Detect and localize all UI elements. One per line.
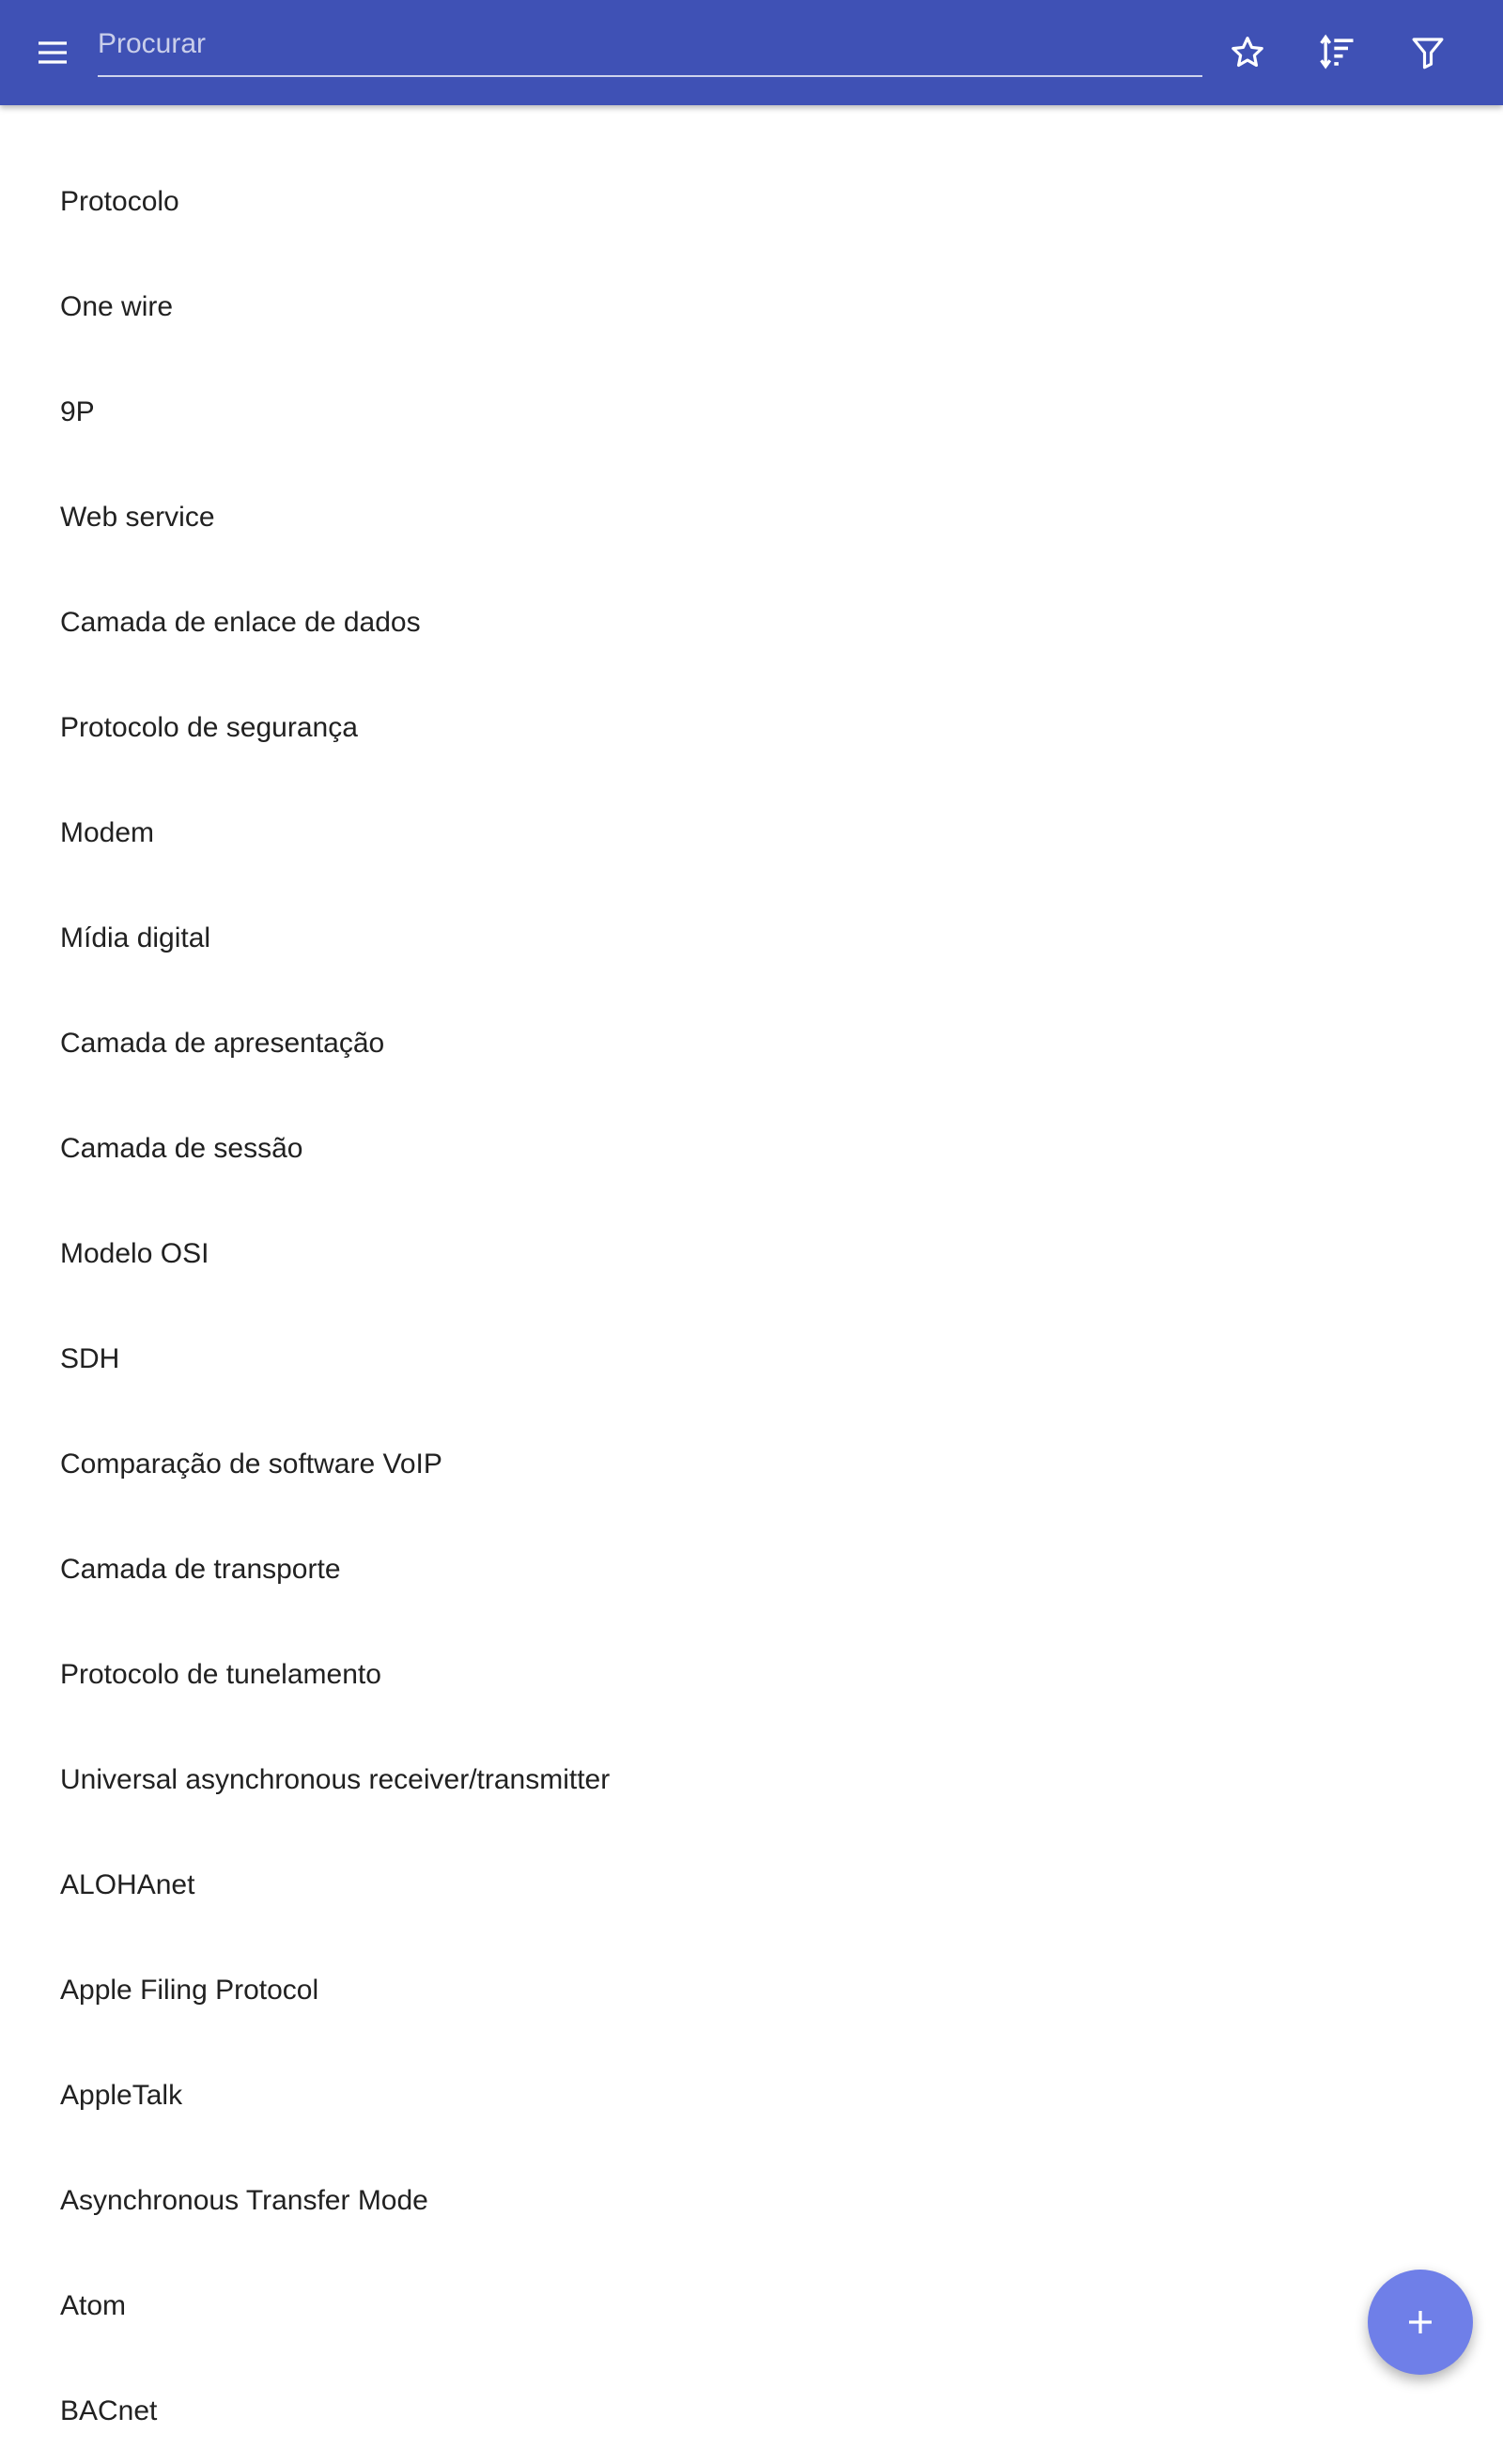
list-item[interactable]	[0, 675, 1503, 781]
search-field	[98, 21, 1202, 77]
filter-icon	[1408, 33, 1448, 72]
item-list	[0, 105, 1503, 2426]
list-item-label: Atom	[60, 2290, 127, 2321]
list-item-label: Protocolo	[60, 186, 179, 217]
list-item-label: Mídia digital	[60, 922, 211, 953]
list-item-label: Web service	[60, 502, 215, 533]
list-item[interactable]	[0, 570, 1503, 675]
list-item[interactable]	[0, 255, 1503, 360]
list-item[interactable]	[0, 2359, 1503, 2464]
list-item[interactable]	[0, 991, 1503, 1096]
favorites-button[interactable]	[1217, 23, 1278, 83]
list-item-label: AppleTalk	[60, 2080, 183, 2111]
list-item[interactable]	[0, 1307, 1503, 1412]
list-item-label: Protocolo de tunelamento	[60, 1659, 381, 1690]
list-item[interactable]	[0, 781, 1503, 886]
list-item-label: Camada de transporte	[60, 1554, 341, 1585]
list-item[interactable]	[0, 2254, 1503, 2359]
list-item-label: Apple Filing Protocol	[60, 1975, 319, 2006]
list-item[interactable]	[0, 1622, 1503, 1728]
list-item-label: Protocolo de segurança	[60, 712, 358, 743]
list-item[interactable]	[0, 2148, 1503, 2254]
filter-button[interactable]	[1398, 23, 1458, 83]
list-item-label: BACnet	[60, 2395, 158, 2426]
list-item[interactable]	[0, 1517, 1503, 1622]
app-bar	[0, 0, 1503, 105]
list-item-label: ALOHAnet	[60, 1869, 195, 1900]
plus-icon	[1403, 2305, 1437, 2339]
sort-button[interactable]	[1308, 23, 1368, 83]
list-item-label: Camada de sessão	[60, 1133, 303, 1164]
list-item[interactable]	[0, 1096, 1503, 1201]
star-icon	[1228, 33, 1267, 72]
list-item-label: Camada de apresentação	[60, 1028, 385, 1059]
list-item[interactable]	[0, 360, 1503, 465]
list-item-label: Universal asynchronous receiver/transmitter	[60, 1764, 611, 1795]
list-item[interactable]	[0, 149, 1503, 255]
list-item[interactable]	[0, 1412, 1503, 1517]
sort-icon	[1317, 32, 1358, 73]
list-item-label: 9P	[60, 396, 95, 427]
list-item[interactable]	[0, 2043, 1503, 2148]
list-item-label: Modem	[60, 817, 155, 848]
menu-button[interactable]	[23, 23, 83, 83]
list-item[interactable]	[0, 1938, 1503, 2043]
list-item[interactable]	[0, 1201, 1503, 1307]
list-item[interactable]	[0, 465, 1503, 570]
list-item-label: Asynchronous Transfer Mode	[60, 2185, 428, 2216]
list-item-label: SDH	[60, 1343, 120, 1374]
list-item-label: Modelo OSI	[60, 1238, 209, 1269]
list-item-label: One wire	[60, 291, 174, 322]
list-item-label: Camada de enlace de dados	[60, 607, 421, 638]
menu-icon	[34, 34, 71, 71]
add-button[interactable]	[1368, 2270, 1473, 2375]
list-item[interactable]	[0, 1833, 1503, 1938]
list-item[interactable]	[0, 886, 1503, 991]
list-item[interactable]	[0, 1728, 1503, 1833]
list-item-label: Comparação de software VoIP	[60, 1449, 442, 1480]
search-input[interactable]	[98, 21, 1202, 68]
